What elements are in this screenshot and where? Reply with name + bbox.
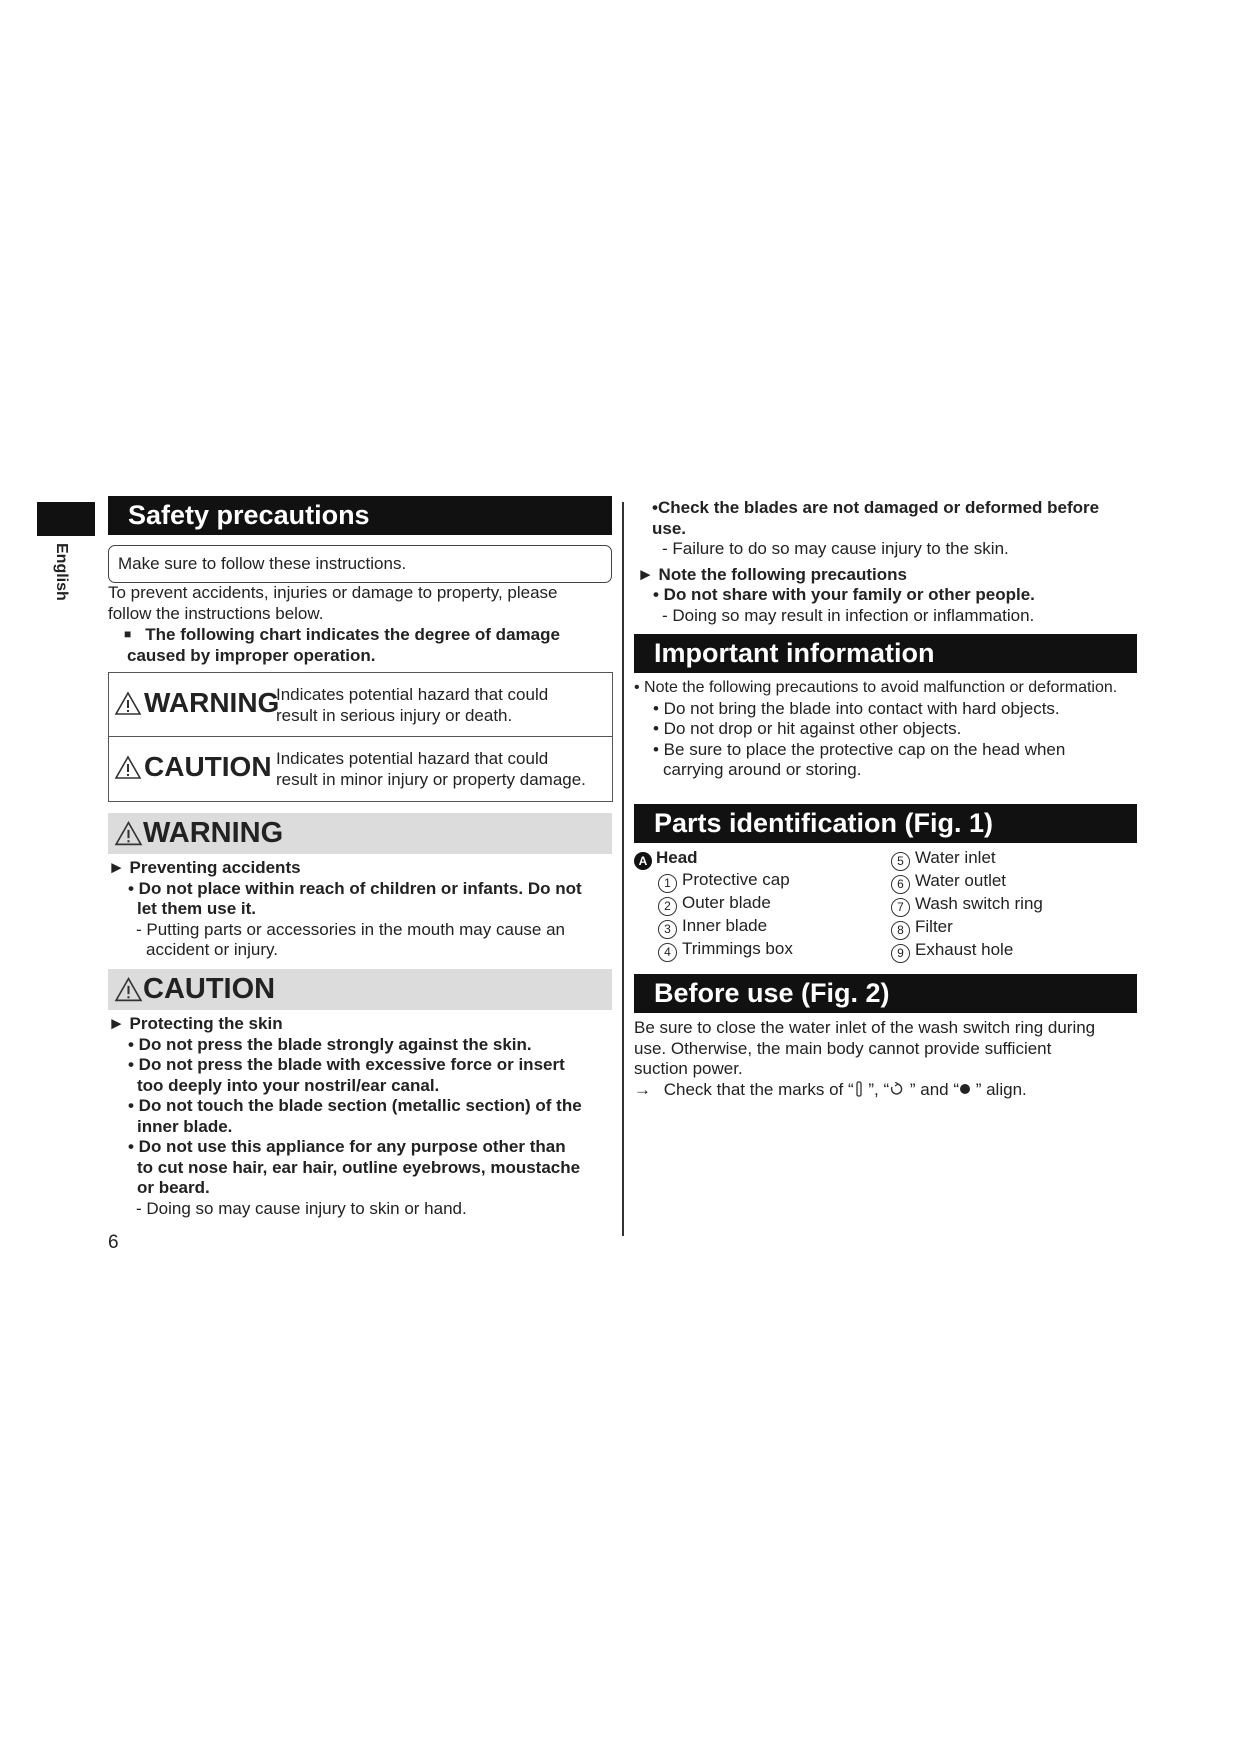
intro-note: • Note the following precautions to avoid malfunction or deformation. (634, 679, 1118, 696)
list-item: 4 Trimmings box (634, 939, 891, 962)
language-label: English (53, 543, 70, 601)
rotate-mark-icon (889, 1082, 905, 1096)
list-item: 8 Filter (891, 917, 1043, 940)
warning-triangle-icon (114, 691, 142, 716)
chart-note-line: caused by improper operation. (127, 645, 376, 665)
caution-triangle-icon (114, 755, 142, 780)
list-item: let them use it. (137, 899, 257, 918)
list-item: 2 Outer blade (634, 893, 891, 916)
warning-label: WARNING (114, 687, 279, 719)
chart-note (124, 624, 560, 666)
caution-section (108, 1014, 582, 1219)
warning-band: WARNING (108, 813, 612, 854)
table-row-warning (109, 673, 612, 737)
parts-identification-header: Parts identification (Fig. 1) (634, 804, 1137, 843)
square-bullet-icon: ■ (124, 627, 132, 641)
head-group-label: A Head (634, 848, 891, 870)
safety-precautions-header: Safety precautions (108, 496, 612, 535)
list-item: • Do not share with your family or other people. (653, 585, 1035, 604)
parts-list-left (634, 848, 891, 963)
list-item: •Check the blades are not damaged or deformed before use. (652, 498, 1100, 538)
parts-list (634, 848, 1139, 963)
sub-item: - Failure to do so may cause injury to the skin. (662, 539, 1009, 558)
intro-line: follow the instructions below. (108, 603, 324, 623)
list-item: • Do not drop or hit against other objects. (653, 719, 962, 738)
caution-description: Indicates potential hazard that could result in minor injury or property damage. (276, 749, 586, 789)
list-item: • Be sure to place the protective cap on the head when (653, 739, 1066, 759)
warning-section (108, 858, 582, 961)
arrow-right-icon: → (634, 1079, 651, 1099)
list-item: 7 Wash switch ring (891, 894, 1043, 917)
blade-checks (637, 498, 1137, 626)
list-item: too deeply into your nostril/ear canal. (137, 1075, 440, 1095)
open-mark-icon (854, 1081, 864, 1097)
safety-intro (108, 583, 558, 624)
section-heading: ► Protecting the skin (108, 1014, 283, 1033)
hazard-level-table (108, 672, 613, 802)
marker-a-icon: A (634, 852, 652, 870)
important-information-body (634, 678, 1139, 781)
important-information-header: Important information (634, 634, 1137, 673)
list-item: • Do not use this appliance for any purpose other than (128, 1137, 566, 1156)
list-item: inner blade. (137, 1116, 233, 1136)
caution-label: CAUTION (114, 751, 272, 783)
intro-line: To prevent accidents, injuries or damage to property, please (108, 583, 558, 602)
sub-item: - Doing so may cause injury to skin or hand. (136, 1198, 467, 1218)
section-heading: ► Note the following precautions (637, 564, 907, 584)
before-use-body: Be sure to close the water inlet of the wash switch ring during use. Otherwise, the main body cannot provide sufficient suction power. → Check that the marks of “ ”, “ ” and “ ” align. (634, 1018, 1139, 1100)
chart-note-line: The following chart indicates the degree of damage (145, 625, 560, 644)
column-divider (622, 502, 624, 1236)
instructions-box: Make sure to follow these instructions. (108, 545, 612, 583)
list-item: • Do not place within reach of children or infants. Do not (128, 878, 582, 898)
list-item: • Do not bring the blade into contact with hard objects. (653, 698, 1060, 718)
list-item: • Do not touch the blade section (metallic section) of the (128, 1096, 582, 1115)
check-marks-line: → Check that the marks of “ ”, “ ” and “ ” align. (634, 1079, 1027, 1099)
list-item: 5 Water inlet (891, 848, 1043, 871)
list-item: to cut nose hair, ear hair, outline eyebrows, moustache (137, 1157, 581, 1177)
language-tab-marker (37, 502, 95, 536)
list-item: carrying around or storing. (663, 760, 862, 779)
list-item: 6 Water outlet (891, 871, 1043, 894)
sub-item: accident or injury. (146, 940, 278, 959)
caution-band: CAUTION (108, 969, 612, 1010)
table-row-caution (109, 736, 612, 801)
parts-list-right (891, 848, 1043, 963)
dot-mark-icon (959, 1083, 971, 1095)
before-use-header: Before use (Fig. 2) (634, 974, 1137, 1013)
page-number: 6 (108, 1232, 119, 1253)
list-item: 3 Inner blade (634, 916, 891, 939)
list-item: • Do not press the blade with excessive force or insert (128, 1055, 565, 1074)
list-item: 9 Exhaust hole (891, 940, 1043, 963)
caution-triangle-icon (114, 976, 143, 1003)
warning-description: Indicates potential hazard that could result in serious injury or death. (276, 685, 549, 725)
list-item: • Do not press the blade strongly against the skin. (128, 1034, 532, 1054)
list-item: or beard. (137, 1178, 210, 1197)
sub-item: - Doing so may result in infection or inflammation. (662, 605, 1035, 625)
list-item: 1 Protective cap (634, 870, 891, 893)
sub-item: - Putting parts or accessories in the mouth may cause an (136, 919, 565, 939)
warning-triangle-icon (114, 820, 143, 847)
section-heading: ► Preventing accidents (108, 858, 301, 877)
